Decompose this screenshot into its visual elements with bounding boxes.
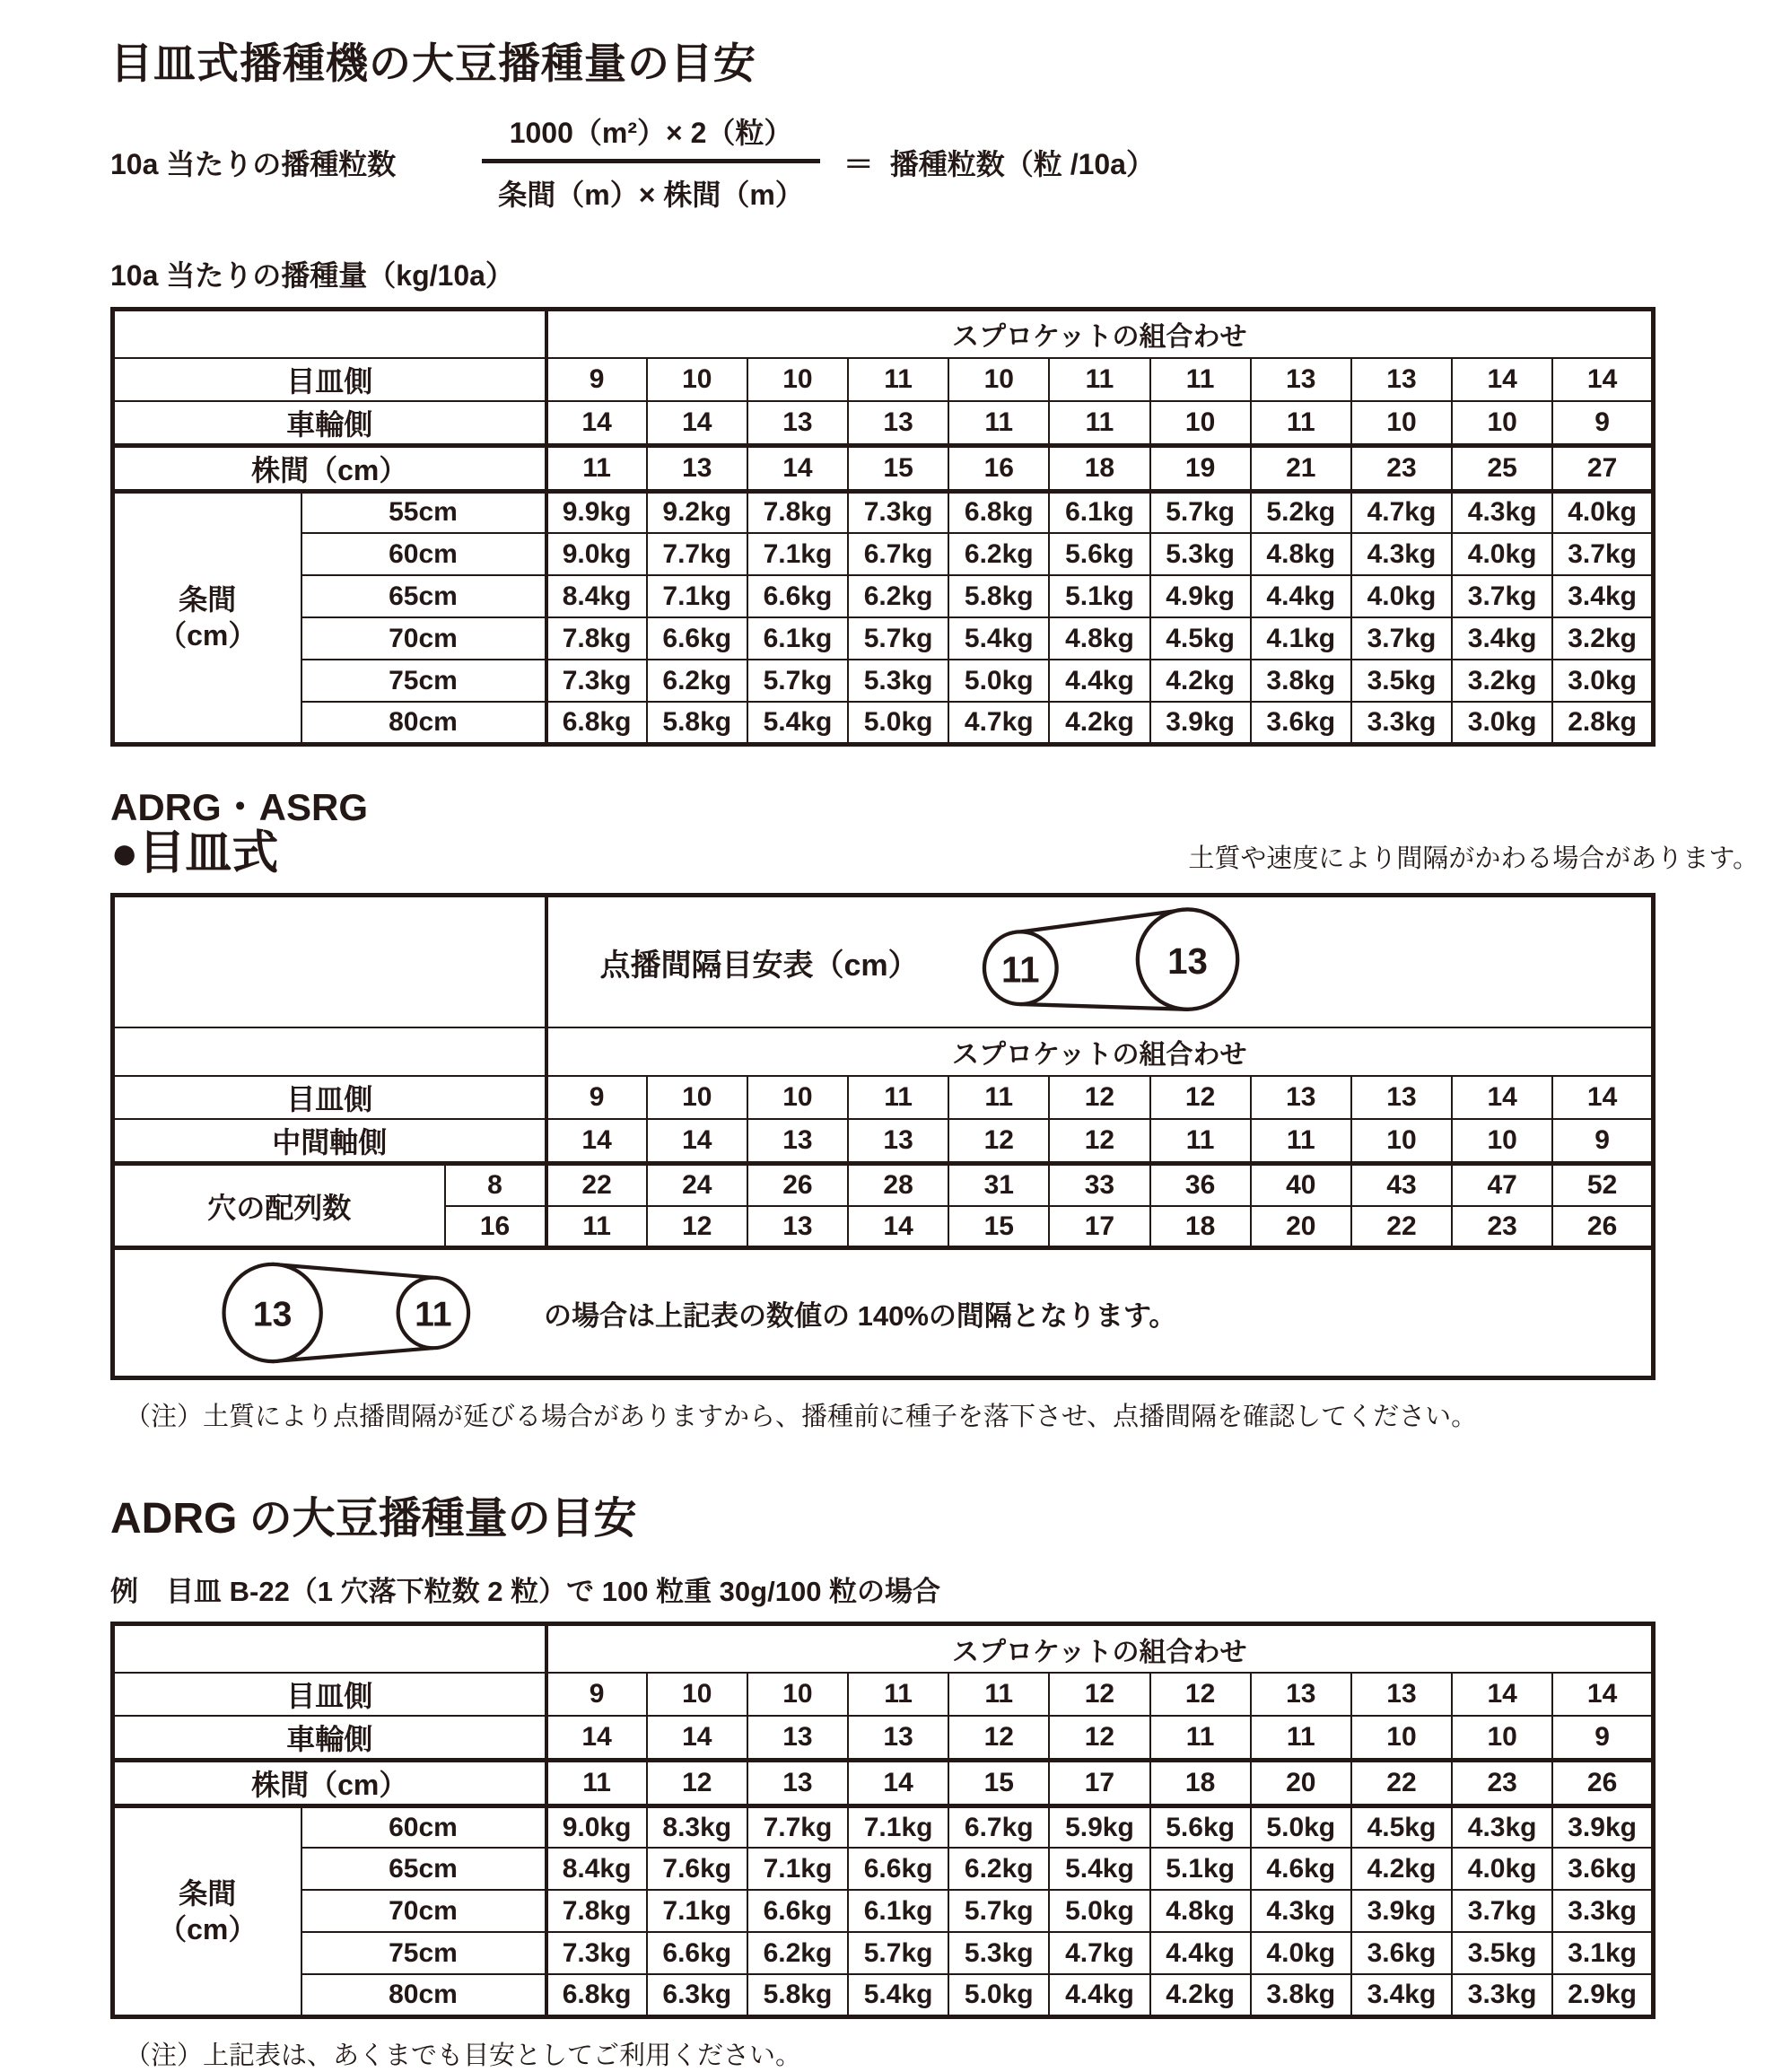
interval-value: 11 <box>546 1206 647 1248</box>
rate-cell: 7.8kg <box>546 1890 647 1932</box>
plant-spacing-value: 20 <box>1251 1760 1351 1805</box>
plate-side-value: 14 <box>1452 1076 1552 1119</box>
interval-value: 17 <box>1049 1206 1149 1248</box>
rate-cell: 7.8kg <box>747 491 848 533</box>
page-title: 目皿式播種機の大豆播種量の目安 <box>110 39 756 87</box>
intermediate-shaft-value: 14 <box>546 1119 647 1164</box>
table1-subtitle: 10a 当たりの播種量（kg/10a） <box>110 259 514 292</box>
rate-cell: 5.4kg <box>1049 1848 1149 1890</box>
intermediate-shaft-value: 11 <box>1150 1119 1251 1164</box>
rate-cell: 3.6kg <box>1552 1848 1653 1890</box>
rate-cell: 4.0kg <box>1452 1848 1552 1890</box>
rate-cell: 5.0kg <box>948 660 1049 702</box>
plate-side-value: 14 <box>1552 1673 1653 1716</box>
rate-cell: 4.0kg <box>1552 491 1653 533</box>
rate-cell: 6.6kg <box>647 1932 747 1974</box>
rate-cell: 5.3kg <box>948 1932 1049 1974</box>
rate-cell: 6.3kg <box>647 1974 747 2016</box>
adrg-section-title: ADRG の大豆播種量の目安 <box>110 1495 637 1543</box>
rate-cell: 4.4kg <box>1049 660 1149 702</box>
plant-spacing-value: 19 <box>1150 445 1251 491</box>
wheel-side-value: 13 <box>848 401 948 446</box>
rate-cell: 4.4kg <box>1049 1974 1149 2016</box>
plate-side-value: 11 <box>948 1076 1049 1119</box>
sprocket-combination-header: スプロケットの組合わせ <box>546 1027 1654 1076</box>
plant-spacing-value: 22 <box>1351 1760 1452 1805</box>
rate-cell: 9.9kg <box>546 491 647 533</box>
wheel-side-value: 13 <box>848 1716 948 1761</box>
rate-cell: 5.3kg <box>848 660 948 702</box>
sprocket-combination-header: スプロケットの組合わせ <box>546 1624 1654 1673</box>
interval-value: 47 <box>1452 1164 1552 1206</box>
rate-cell: 5.4kg <box>848 1974 948 2016</box>
rate-cell: 7.7kg <box>747 1805 848 1848</box>
rate-cell: 6.2kg <box>948 1848 1049 1890</box>
row-spacing-group-unit: （cm） <box>158 619 258 651</box>
plate-side-value: 12 <box>1049 1673 1149 1716</box>
plate-side-value: 13 <box>1251 1673 1351 1716</box>
rate-cell: 6.6kg <box>747 1890 848 1932</box>
row-label: 65cm <box>301 1848 546 1890</box>
wheel-side-value: 14 <box>647 1716 747 1761</box>
plate-side-value: 13 <box>1351 1673 1452 1716</box>
interval-value: 12 <box>647 1206 747 1248</box>
rate-cell: 5.9kg <box>1049 1805 1149 1848</box>
intermediate-shaft-value: 10 <box>1351 1119 1452 1164</box>
rate-cell: 3.4kg <box>1351 1974 1452 2016</box>
interval-value: 52 <box>1552 1164 1653 1206</box>
rate-cell: 4.0kg <box>1251 1932 1351 1974</box>
plate-side-label: 目皿側 <box>113 358 546 401</box>
rate-cell: 3.3kg <box>1552 1890 1653 1932</box>
model-names-heading: ADRG・ASRG <box>110 785 369 828</box>
plant-spacing-value: 18 <box>1049 445 1149 491</box>
wheel-side-value: 9 <box>1552 1716 1653 1761</box>
rate-cell: 4.2kg <box>1150 1974 1251 2016</box>
row-spacing-group-unit: （cm） <box>158 1912 258 1945</box>
wheel-side-value: 14 <box>546 401 647 446</box>
rate-cell: 5.6kg <box>1150 1805 1251 1848</box>
row-spacing-group-text: 条間 <box>179 583 237 616</box>
small-sprocket-teeth: 11 <box>1000 949 1040 992</box>
small-sprocket-teeth: 11 <box>415 1295 452 1334</box>
plant-spacing-value: 26 <box>1552 1760 1653 1805</box>
rate-cell: 5.8kg <box>647 702 747 744</box>
rate-cell: 7.3kg <box>546 1932 647 1974</box>
rate-cell: 3.0kg <box>1552 660 1653 702</box>
plate-side-value: 11 <box>848 1673 948 1716</box>
rate-cell: 4.7kg <box>1351 491 1452 533</box>
interval-value: 22 <box>546 1164 647 1206</box>
seeding-rate-table <box>110 307 1656 747</box>
plant-spacing-label: 株間（cm） <box>113 1760 546 1805</box>
rate-cell: 6.2kg <box>747 1932 848 1974</box>
rate-cell: 4.3kg <box>1351 533 1452 575</box>
rate-cell: 3.9kg <box>1351 1890 1452 1932</box>
rate-cell: 7.7kg <box>647 533 747 575</box>
rate-cell: 3.5kg <box>1452 1932 1552 1974</box>
rate-cell: 5.0kg <box>948 1974 1049 2016</box>
intermediate-shaft-value: 11 <box>1251 1119 1351 1164</box>
section2-heading <box>110 785 1759 881</box>
wheel-side-value: 10 <box>1150 401 1251 446</box>
rate-cell: 3.6kg <box>1351 1932 1452 1974</box>
row-label: 60cm <box>301 533 546 575</box>
plant-spacing-value: 13 <box>747 1760 848 1805</box>
interval-value: 36 <box>1150 1164 1251 1206</box>
guideline-caution-note: （注）上記表は、あくまでも目安としてご利用ください。 <box>125 2041 802 2070</box>
rate-cell: 5.3kg <box>1150 533 1251 575</box>
interval-value: 14 <box>848 1206 948 1248</box>
plate-side-value: 11 <box>1049 358 1149 401</box>
large-sprocket-teeth: 13 <box>252 1295 293 1334</box>
sprocket-combination-header: スプロケットの組合わせ <box>546 310 1654 358</box>
reversed-sprocket-note: の場合は上記表の数値の 140%の間隔となります。 <box>544 1299 1177 1332</box>
rate-cell: 4.4kg <box>1251 575 1351 617</box>
plant-spacing-value: 15 <box>948 1760 1049 1805</box>
row-label: 70cm <box>301 1890 546 1932</box>
rate-cell: 3.2kg <box>1552 617 1653 660</box>
rate-cell: 7.1kg <box>647 1890 747 1932</box>
row-spacing-group-text: 条間 <box>179 1876 237 1910</box>
rate-cell: 6.1kg <box>848 1890 948 1932</box>
wheel-side-value: 12 <box>948 1716 1049 1761</box>
rate-cell: 3.0kg <box>1452 702 1552 744</box>
rate-cell: 4.0kg <box>1452 533 1552 575</box>
formula-denominator: 条間（m）× 株間（m） <box>498 179 804 211</box>
sprocket-diagram-11-13 <box>969 897 1256 1027</box>
wheel-side-value: 13 <box>747 1716 848 1761</box>
plate-side-value: 9 <box>546 1076 647 1119</box>
plate-side-label: 目皿側 <box>113 1673 546 1716</box>
plate-side-value: 12 <box>1150 1673 1251 1716</box>
plant-spacing-value: 17 <box>1049 1760 1149 1805</box>
wheel-side-value: 11 <box>1049 401 1149 446</box>
rate-cell: 4.1kg <box>1251 617 1351 660</box>
equals-sign: ＝ <box>843 148 874 182</box>
row-label: 55cm <box>301 491 546 533</box>
wheel-side-value: 13 <box>747 401 848 446</box>
row-label: 80cm <box>301 702 546 744</box>
rate-cell: 3.7kg <box>1552 533 1653 575</box>
row-spacing-group-label <box>113 1805 301 2016</box>
interval-value: 28 <box>848 1164 948 1206</box>
plate-side-value: 11 <box>1150 358 1251 401</box>
interval-title-cell <box>546 896 1654 1028</box>
wheel-side-value: 10 <box>1452 1716 1552 1761</box>
plate-side-value: 12 <box>1150 1076 1251 1119</box>
rate-cell: 5.2kg <box>1251 491 1351 533</box>
rate-cell: 4.8kg <box>1049 617 1149 660</box>
blank-corner-cell <box>113 896 546 1028</box>
rate-cell: 9.0kg <box>546 533 647 575</box>
plant-spacing-value: 18 <box>1150 1760 1251 1805</box>
wheel-side-value: 10 <box>1351 401 1452 446</box>
rate-cell: 5.8kg <box>747 1974 848 2016</box>
plant-spacing-value: 14 <box>848 1760 948 1805</box>
rate-cell: 4.2kg <box>1351 1848 1452 1890</box>
rate-cell: 6.8kg <box>546 1974 647 2016</box>
rate-cell: 5.7kg <box>747 660 848 702</box>
plant-spacing-value: 25 <box>1452 445 1552 491</box>
row-label: 60cm <box>301 1805 546 1848</box>
row-label: 75cm <box>301 660 546 702</box>
plate-side-value: 10 <box>948 358 1049 401</box>
rate-cell: 4.4kg <box>1150 1932 1251 1974</box>
interval-value: 24 <box>647 1164 747 1206</box>
rate-cell: 5.4kg <box>948 617 1049 660</box>
rate-cell: 5.0kg <box>1049 1890 1149 1932</box>
wheel-side-value: 11 <box>1150 1716 1251 1761</box>
soil-speed-note: 土質や速度により間隔がかわる場合があります。 <box>1188 844 1759 874</box>
formula-label: 10a 当たりの播種粒数 <box>110 147 397 180</box>
rate-cell: 4.8kg <box>1251 533 1351 575</box>
plate-side-value: 11 <box>948 1673 1049 1716</box>
rate-cell: 6.8kg <box>546 702 647 744</box>
rate-cell: 3.2kg <box>1452 660 1552 702</box>
plant-spacing-value: 16 <box>948 445 1049 491</box>
rate-cell: 5.7kg <box>948 1890 1049 1932</box>
rate-cell: 6.6kg <box>647 617 747 660</box>
intermediate-shaft-value: 10 <box>1452 1119 1552 1164</box>
rate-cell: 3.3kg <box>1452 1974 1552 2016</box>
rate-cell: 4.0kg <box>1351 575 1452 617</box>
plate-side-value: 14 <box>1552 1076 1653 1119</box>
rate-cell: 2.8kg <box>1552 702 1653 744</box>
rate-cell: 3.8kg <box>1251 660 1351 702</box>
wheel-side-label: 車輪側 <box>113 1716 546 1761</box>
rate-cell: 4.5kg <box>1351 1805 1452 1848</box>
rate-cell: 5.7kg <box>1150 491 1251 533</box>
rate-cell: 7.1kg <box>747 533 848 575</box>
plate-side-value: 13 <box>1351 1076 1452 1119</box>
rate-cell: 4.3kg <box>1251 1890 1351 1932</box>
wheel-side-value: 12 <box>1049 1716 1149 1761</box>
interval-caution-note: （注）土質により点播間隔が延びる場合がありますから、播種前に種子を落下させ、点播間隔を確認してください。 <box>125 1403 1478 1432</box>
rate-cell: 3.4kg <box>1552 575 1653 617</box>
intermediate-shaft-value: 12 <box>948 1119 1049 1164</box>
interval-value: 20 <box>1251 1206 1351 1248</box>
plate-side-value: 14 <box>1452 358 1552 401</box>
rate-cell: 3.9kg <box>1150 702 1251 744</box>
interval-value: 23 <box>1452 1206 1552 1248</box>
formula-numerator: 1000（m²）× 2（粒） <box>482 110 820 163</box>
row-label: 70cm <box>301 617 546 660</box>
seed-count-formula <box>110 110 1791 214</box>
plate-side-value: 9 <box>546 1673 647 1716</box>
interval-value: 33 <box>1049 1164 1149 1206</box>
plant-spacing-value: 14 <box>747 445 848 491</box>
rate-cell: 4.6kg <box>1251 1848 1351 1890</box>
row-spacing-group-label <box>113 491 301 744</box>
rate-cell: 4.9kg <box>1150 575 1251 617</box>
plant-spacing-value: 13 <box>647 445 747 491</box>
rate-cell: 5.0kg <box>1251 1805 1351 1848</box>
intermediate-shaft-value: 9 <box>1552 1119 1653 1164</box>
hole-array-count-16: 16 <box>445 1206 546 1248</box>
rate-cell: 6.2kg <box>948 533 1049 575</box>
rate-cell: 5.1kg <box>1049 575 1149 617</box>
intermediate-shaft-value: 12 <box>1049 1119 1149 1164</box>
plant-spacing-label: 株間（cm） <box>113 445 546 491</box>
plant-spacing-value: 11 <box>546 445 647 491</box>
sprocket-diagram-13-11 <box>208 1250 504 1376</box>
rate-cell: 3.5kg <box>1351 660 1452 702</box>
rate-cell: 6.7kg <box>848 533 948 575</box>
intermediate-shaft-value: 13 <box>747 1119 848 1164</box>
rate-cell: 7.6kg <box>647 1848 747 1890</box>
row-label: 65cm <box>301 575 546 617</box>
section2-titles <box>110 785 369 881</box>
rate-cell: 3.4kg <box>1452 617 1552 660</box>
wheel-side-value: 11 <box>1251 1716 1351 1761</box>
rate-cell: 3.8kg <box>1251 1974 1351 2016</box>
wheel-side-value: 14 <box>647 401 747 446</box>
rate-cell: 6.2kg <box>647 660 747 702</box>
plate-side-value: 10 <box>647 1673 747 1716</box>
interval-value: 40 <box>1251 1164 1351 1206</box>
interval-value: 18 <box>1150 1206 1251 1248</box>
rate-cell: 7.1kg <box>647 575 747 617</box>
rate-cell: 6.6kg <box>747 575 848 617</box>
wheel-side-value: 11 <box>1251 401 1351 446</box>
interval-value: 26 <box>1552 1206 1653 1248</box>
plate-side-value: 11 <box>848 1076 948 1119</box>
rate-cell: 5.0kg <box>848 702 948 744</box>
plate-side-value: 10 <box>647 1076 747 1119</box>
wheel-side-value: 14 <box>546 1716 647 1761</box>
plate-side-value: 10 <box>747 358 848 401</box>
rate-cell: 5.7kg <box>848 1932 948 1974</box>
rate-cell: 5.8kg <box>948 575 1049 617</box>
formula-result: 播種粒数（粒 /10a） <box>889 147 1155 180</box>
wheel-side-value: 10 <box>1351 1716 1452 1761</box>
interval-value: 43 <box>1351 1164 1452 1206</box>
interval-value: 26 <box>747 1164 848 1206</box>
rate-cell: 5.6kg <box>1049 533 1149 575</box>
rate-cell: 4.3kg <box>1452 1805 1552 1848</box>
formula-fraction <box>482 110 820 214</box>
plant-spacing-value: 23 <box>1351 445 1452 491</box>
hole-array-count-8: 8 <box>445 1164 546 1206</box>
plate-side-value: 10 <box>747 1076 848 1119</box>
blank-corner-cell <box>113 1027 546 1076</box>
rate-cell: 8.4kg <box>546 1848 647 1890</box>
wheel-side-value: 10 <box>1452 401 1552 446</box>
plate-side-label: 目皿側 <box>113 1076 546 1119</box>
rate-cell: 4.2kg <box>1150 660 1251 702</box>
row-label: 80cm <box>301 1974 546 2016</box>
plate-side-value: 11 <box>848 358 948 401</box>
rate-cell: 7.3kg <box>848 491 948 533</box>
rate-cell: 4.2kg <box>1049 702 1149 744</box>
adrg-seeding-rate-table <box>110 1622 1656 2019</box>
rate-cell: 4.5kg <box>1150 617 1251 660</box>
wheel-side-label: 車輪側 <box>113 401 546 446</box>
wheel-side-value: 9 <box>1552 401 1653 446</box>
adrg-example-line: 例 目皿 B-22（1 穴落下粒数 2 粒）で 100 粒重 30g/100 粒の場合 <box>110 1576 941 1608</box>
intermediate-shaft-value: 13 <box>848 1119 948 1164</box>
spot-seeding-interval-table <box>110 893 1656 1380</box>
rate-cell: 4.7kg <box>948 702 1049 744</box>
rate-cell: 4.3kg <box>1452 491 1552 533</box>
plate-side-value: 12 <box>1049 1076 1149 1119</box>
rate-cell: 3.1kg <box>1552 1932 1653 1974</box>
blank-corner-cell <box>113 310 546 358</box>
rate-cell: 8.3kg <box>647 1805 747 1848</box>
plate-side-value: 13 <box>1251 1076 1351 1119</box>
rate-cell: 3.6kg <box>1251 702 1351 744</box>
plant-spacing-value: 23 <box>1452 1760 1552 1805</box>
intermediate-shaft-value: 14 <box>647 1119 747 1164</box>
rate-cell: 5.7kg <box>848 617 948 660</box>
rate-cell: 2.9kg <box>1552 1974 1653 2016</box>
plate-side-value: 14 <box>1552 358 1653 401</box>
rate-cell: 7.1kg <box>848 1805 948 1848</box>
rate-cell: 7.8kg <box>546 617 647 660</box>
interval-value: 13 <box>747 1206 848 1248</box>
plate-type-heading: ●目皿式 <box>110 826 279 879</box>
rate-cell: 6.2kg <box>848 575 948 617</box>
plant-spacing-value: 11 <box>546 1760 647 1805</box>
plate-side-value: 13 <box>1351 358 1452 401</box>
plant-spacing-value: 21 <box>1251 445 1351 491</box>
wheel-side-value: 11 <box>948 401 1049 446</box>
plant-spacing-value: 12 <box>647 1760 747 1805</box>
interval-value: 15 <box>948 1206 1049 1248</box>
rate-cell: 3.7kg <box>1351 617 1452 660</box>
rate-cell: 3.7kg <box>1452 1890 1552 1932</box>
plate-side-value: 13 <box>1251 358 1351 401</box>
rate-cell: 3.3kg <box>1351 702 1452 744</box>
plant-spacing-value: 15 <box>848 445 948 491</box>
rate-cell: 7.1kg <box>747 1848 848 1890</box>
rate-cell: 6.8kg <box>948 491 1049 533</box>
rate-cell: 3.9kg <box>1552 1805 1653 1848</box>
plate-side-value: 10 <box>747 1673 848 1716</box>
reversed-sprocket-note-cell <box>113 1248 1654 1378</box>
rate-cell: 5.1kg <box>1150 1848 1251 1890</box>
rate-cell: 8.4kg <box>546 575 647 617</box>
intermediate-shaft-label: 中間軸側 <box>113 1119 546 1164</box>
plate-side-value: 9 <box>546 358 647 401</box>
rate-cell: 9.2kg <box>647 491 747 533</box>
interval-table-title: 点播間隔目安表（cm） <box>599 948 919 983</box>
rate-cell: 6.6kg <box>848 1848 948 1890</box>
rate-cell: 7.3kg <box>546 660 647 702</box>
plate-side-value: 10 <box>647 358 747 401</box>
plate-side-value: 14 <box>1452 1673 1552 1716</box>
hole-array-count-label: 穴の配列数 <box>113 1164 445 1248</box>
plant-spacing-value: 27 <box>1552 445 1653 491</box>
rate-cell: 6.1kg <box>747 617 848 660</box>
row-label: 75cm <box>301 1932 546 1974</box>
rate-cell: 4.8kg <box>1150 1890 1251 1932</box>
rate-cell: 5.4kg <box>747 702 848 744</box>
rate-cell: 6.7kg <box>948 1805 1049 1848</box>
interval-value: 31 <box>948 1164 1049 1206</box>
rate-cell: 6.1kg <box>1049 491 1149 533</box>
interval-value: 22 <box>1351 1206 1452 1248</box>
rate-cell: 3.7kg <box>1452 575 1552 617</box>
rate-cell: 4.7kg <box>1049 1932 1149 1974</box>
large-sprocket-teeth: 13 <box>1166 940 1208 983</box>
rate-cell: 9.0kg <box>546 1805 647 1848</box>
blank-corner-cell <box>113 1624 546 1673</box>
